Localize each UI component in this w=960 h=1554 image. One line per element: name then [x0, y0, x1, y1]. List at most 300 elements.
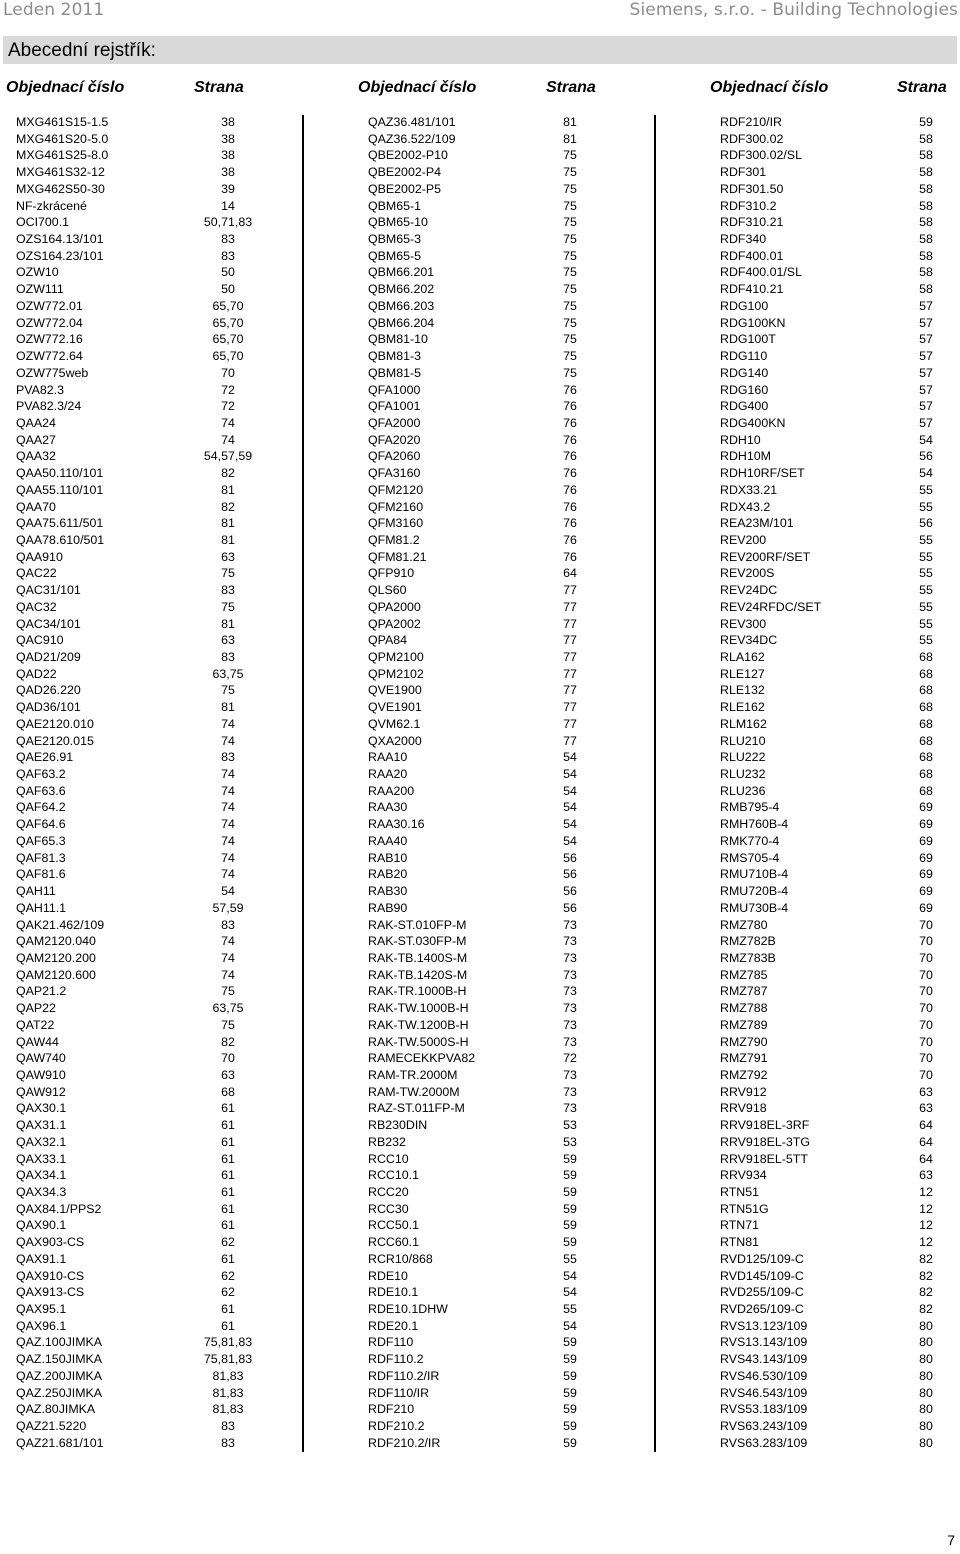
page-reference: 70: [919, 934, 933, 949]
order-number: QAD26.220: [16, 683, 81, 698]
order-number: QAX31.1: [16, 1118, 67, 1133]
page-reference: 75: [221, 984, 235, 999]
index-row: [368, 1184, 652, 1201]
index-row: [368, 1351, 652, 1368]
order-number: NF-zkrácené: [16, 198, 87, 213]
order-number: QAZ21.5220: [16, 1419, 87, 1434]
order-number: RAA10: [368, 750, 408, 765]
page-reference: 82: [919, 1302, 933, 1317]
page-reference: 70: [919, 967, 933, 982]
header-company: Siemens, s.r.o. - Building Technologies: [629, 0, 958, 20]
index-column-2: [368, 114, 652, 1454]
index-row: [368, 231, 652, 248]
index-row: [720, 1385, 956, 1402]
order-number: RMK770-4: [720, 833, 780, 848]
index-row: [16, 1084, 300, 1101]
index-row: [368, 1134, 652, 1151]
page-reference: 77: [563, 733, 577, 748]
page-reference: 55: [563, 1302, 577, 1317]
index-row: [720, 499, 956, 516]
index-row: [368, 515, 652, 532]
page-reference: 74: [221, 733, 235, 748]
index-row: [720, 1134, 956, 1151]
page-reference: 61: [221, 1251, 235, 1266]
order-number: QAA50.110/101: [16, 466, 104, 481]
order-number: MXG461S20-5.0: [16, 131, 109, 146]
order-number: RTN81: [720, 1235, 760, 1250]
page-reference: 73: [563, 1017, 577, 1032]
index-row: [16, 131, 300, 148]
order-number: RDF310.21: [720, 215, 784, 230]
order-number: REV200RF/SET: [720, 549, 811, 564]
page-reference: 57: [919, 365, 933, 380]
page-reference: 38: [221, 115, 235, 129]
order-number: RDF210: [368, 1402, 415, 1417]
page-reference: 81: [221, 616, 235, 631]
index-row: [16, 532, 300, 549]
order-number: QPA84: [368, 633, 408, 648]
order-number: RAK-ST.010FP-M: [368, 917, 467, 932]
page-reference: 57: [919, 315, 933, 330]
index-row: [16, 1385, 300, 1402]
order-number: RTN51G: [720, 1201, 769, 1216]
index-row: [368, 1368, 652, 1385]
order-number: RMB795-4: [720, 800, 780, 815]
page-reference: 58: [919, 248, 933, 263]
index-row: [16, 331, 300, 348]
index-row: [16, 1334, 300, 1351]
order-number: QAX903-CS: [16, 1235, 85, 1250]
order-number: RDH10M: [720, 449, 771, 464]
index-row: [720, 1284, 956, 1301]
order-number: RMZ783B: [720, 950, 776, 965]
index-row: [368, 1084, 652, 1101]
order-number: QAX96.1: [16, 1318, 67, 1333]
index-row: [368, 432, 652, 449]
page-reference: 12: [919, 1185, 933, 1199]
page-reference: 58: [919, 131, 933, 146]
order-number: RDH10: [720, 432, 761, 447]
page-reference: 81: [221, 516, 235, 531]
order-number: RCC10.1: [368, 1168, 419, 1183]
order-number: QXA2000: [368, 733, 422, 748]
order-number: QAW912: [16, 1084, 66, 1099]
index-row: [16, 1100, 300, 1117]
order-number: QFM2160: [368, 499, 424, 514]
section-title: Abecední rejstřík:: [8, 40, 156, 61]
page-reference: 57: [919, 332, 933, 347]
page-reference: 77: [563, 650, 577, 664]
order-number: QVE1901: [368, 700, 422, 715]
page-reference: 83: [221, 248, 235, 263]
index-row: [368, 967, 652, 984]
index-row: [368, 1334, 652, 1351]
index-row: [368, 733, 652, 750]
order-number: QAP21.2: [16, 984, 67, 999]
index-row: [16, 967, 300, 984]
order-number: RDE10.1: [368, 1285, 419, 1300]
index-row: [720, 1151, 956, 1168]
order-number: REV34DC: [720, 633, 778, 648]
order-number: RAK-TW.1200B-H: [368, 1017, 469, 1032]
order-number: PVA82.3/24: [16, 399, 82, 414]
page-reference: 63: [221, 549, 235, 564]
page-reference: 54: [221, 884, 235, 899]
page-reference: 64: [919, 1134, 933, 1149]
page-reference: 59: [563, 1218, 577, 1233]
order-number: QAZ36.481/101: [368, 115, 456, 129]
index-row: [720, 382, 956, 399]
order-number: QPM2100: [368, 650, 424, 664]
order-number: QAA910: [16, 549, 63, 564]
page-reference: 69: [919, 850, 933, 865]
index-row: [16, 1134, 300, 1151]
order-number: QAF64.6: [16, 817, 66, 832]
index-row: [16, 1318, 300, 1335]
page-reference: 63,75: [212, 666, 244, 681]
page-reference: 68: [919, 683, 933, 698]
page-reference: 70: [221, 365, 235, 380]
page-reference: 59: [563, 1235, 577, 1250]
index-row: [16, 181, 300, 198]
page-reference: 12: [919, 1235, 933, 1250]
index-row: [368, 331, 652, 348]
order-number: QAK21.462/109: [16, 917, 105, 932]
index-row: [720, 1084, 956, 1101]
page-reference: 76: [563, 482, 577, 497]
column-header-page: Strana: [897, 79, 947, 96]
order-number: RMZ787: [720, 984, 768, 999]
page-reference: 68: [919, 700, 933, 715]
order-number: QAZ36.522/109: [368, 131, 456, 146]
page-number: 7: [947, 1532, 955, 1548]
index-row: [368, 198, 652, 215]
order-number: RTN51: [720, 1185, 760, 1199]
page-reference: 65,70: [212, 298, 244, 313]
page-reference: 63: [221, 633, 235, 648]
order-number: QAP22: [16, 1001, 56, 1016]
order-number: QAM2120.600: [16, 967, 96, 982]
page-reference: 75: [563, 181, 577, 196]
order-number: RRV918EL-3RF: [720, 1118, 810, 1133]
order-number: RDX33.21: [720, 482, 778, 497]
index-row: [16, 917, 300, 934]
order-number: RDF410.21: [720, 282, 784, 297]
order-number: QAH11: [16, 884, 56, 899]
column-header-page: Strana: [194, 79, 244, 96]
page-reference: 75,81,83: [203, 1335, 253, 1350]
index-row: [16, 733, 300, 750]
order-number: RCC50.1: [368, 1218, 419, 1233]
index-row: [720, 1117, 956, 1134]
index-row: [368, 682, 652, 699]
order-number: REV24RFDC/SET: [720, 599, 822, 614]
index-row: [720, 465, 956, 482]
page-reference: 75: [563, 349, 577, 364]
page-reference: 82: [221, 466, 235, 481]
page-reference: 81: [221, 482, 235, 497]
page-reference: 75: [563, 232, 577, 247]
order-number: RAA20: [368, 767, 408, 782]
index-row: [368, 1034, 652, 1051]
index-row: [368, 415, 652, 432]
page-reference: 77: [563, 716, 577, 731]
order-number: QBM66.201: [368, 265, 435, 280]
order-number: RRV918EL-3TG: [720, 1134, 810, 1149]
index-row: [368, 532, 652, 549]
page-reference: 65,70: [212, 332, 244, 347]
order-number: RAB90: [368, 900, 408, 915]
page-reference: 75: [563, 265, 577, 280]
order-number: QFP910: [368, 566, 415, 581]
order-number: RAK-ST.030FP-M: [368, 934, 467, 949]
order-number: RMZ780: [720, 917, 768, 932]
order-number: RDG100KN: [720, 315, 786, 330]
page-reference: 70: [919, 1067, 933, 1082]
page-reference: 58: [919, 215, 933, 230]
page-reference: 75: [563, 215, 577, 230]
order-number: OZS164.23/101: [16, 248, 104, 263]
index-row: [16, 365, 300, 382]
order-number: RMH760B-4: [720, 817, 789, 832]
order-number: RDF400.01: [720, 248, 784, 263]
index-row: [368, 1100, 652, 1117]
index-row: [16, 499, 300, 516]
page-reference: 68: [919, 750, 933, 765]
page-reference: 61: [221, 1151, 235, 1166]
order-number: QAW44: [16, 1034, 59, 1049]
index-row: [368, 1251, 652, 1268]
index-row: [368, 1017, 652, 1034]
page-reference: 54: [563, 1285, 577, 1300]
page-reference: 82: [919, 1268, 933, 1283]
index-row: [720, 298, 956, 315]
index-row: [720, 415, 956, 432]
page-reference: 69: [919, 817, 933, 832]
order-number: RDF110.2: [368, 1352, 424, 1367]
order-number: QAF81.3: [16, 850, 66, 865]
order-number: QPA2002: [368, 616, 421, 631]
page-reference: 12: [919, 1201, 933, 1216]
index-row: [16, 114, 300, 131]
order-number: QFA2060: [368, 449, 421, 464]
index-row: [368, 365, 652, 382]
index-row: [720, 883, 956, 900]
page-reference: 70: [919, 1001, 933, 1016]
page-reference: 73: [563, 967, 577, 982]
order-number: RRV918: [720, 1101, 767, 1116]
order-number: OZW772.16: [16, 332, 83, 347]
order-number: RLU232: [720, 767, 766, 782]
page-reference: 68: [221, 1084, 235, 1099]
page-reference: 76: [563, 415, 577, 430]
order-number: QAT22: [16, 1017, 55, 1032]
order-number: MXG461S25-8.0: [16, 148, 109, 163]
index-row: [16, 348, 300, 365]
page-reference: 56: [919, 449, 933, 464]
order-number: RDE10: [368, 1268, 408, 1283]
order-number: QAX91.1: [16, 1251, 67, 1266]
page-reference: 75: [563, 148, 577, 163]
order-number: QAX95.1: [16, 1302, 67, 1317]
index-row: [16, 649, 300, 666]
page-reference: 54: [563, 767, 577, 782]
order-number: RAB10: [368, 850, 408, 865]
page-reference: 73: [563, 950, 577, 965]
order-number: RVS13.123/109: [720, 1318, 808, 1333]
index-row: [368, 482, 652, 499]
index-row: [368, 833, 652, 850]
order-number: RDF340: [720, 232, 767, 247]
order-number: QBE2002-P5: [368, 181, 442, 196]
index-row: [16, 415, 300, 432]
index-row: [720, 1234, 956, 1251]
order-number: RAA30.16: [368, 817, 425, 832]
page-reference: 63,75: [212, 1001, 244, 1016]
page-reference: 68: [919, 650, 933, 664]
order-number: RDF210.2/IR: [368, 1435, 441, 1450]
page-reference: 76: [563, 499, 577, 514]
page-reference: 73: [563, 917, 577, 932]
order-number: QPM2102: [368, 666, 424, 681]
page-reference: 74: [221, 817, 235, 832]
order-number: RVS63.243/109: [720, 1419, 808, 1434]
index-row: [720, 131, 956, 148]
index-row: [368, 1418, 652, 1435]
index-row: [16, 599, 300, 616]
page-reference: 59: [563, 1419, 577, 1434]
page-reference: 80: [919, 1368, 933, 1383]
order-number: RDF210.2: [368, 1419, 425, 1434]
order-number: QAF63.6: [16, 783, 66, 798]
index-row: [368, 565, 652, 582]
index-row: [368, 983, 652, 1000]
index-row: [368, 1117, 652, 1134]
order-number: RCC20: [368, 1185, 409, 1199]
index-row: [720, 967, 956, 984]
index-row: [720, 733, 956, 750]
index-row: [16, 749, 300, 766]
page-reference: 76: [563, 382, 577, 397]
index-row: [720, 983, 956, 1000]
order-number: RLU236: [720, 783, 766, 798]
order-number: RAA200: [368, 783, 415, 798]
index-row: [720, 198, 956, 215]
index-row: [368, 1151, 652, 1168]
index-row: [720, 164, 956, 181]
page-reference: 63: [919, 1168, 933, 1183]
page-reference: 55: [919, 499, 933, 514]
section-title-bar: [3, 36, 957, 64]
page-reference: 38: [221, 148, 235, 163]
order-number: RLM162: [720, 716, 767, 731]
page-reference: 59: [563, 1185, 577, 1199]
index-row: [720, 1034, 956, 1051]
page-reference: 81: [563, 115, 577, 129]
page-reference: 76: [563, 549, 577, 564]
order-number: QFA2000: [368, 415, 421, 430]
order-number: QBE2002-P10: [368, 148, 448, 163]
page-reference: 75: [563, 248, 577, 263]
order-number: RLE127: [720, 666, 765, 681]
page-reference: 74: [221, 415, 235, 430]
page-reference: 38: [221, 131, 235, 146]
order-number: RAMECEKKPVA82: [368, 1051, 476, 1066]
index-row: [720, 365, 956, 382]
page-reference: 59: [563, 1201, 577, 1216]
page-reference: 56: [563, 850, 577, 865]
order-number: REV200S: [720, 566, 775, 581]
order-number: RAM-TR.2000M: [368, 1067, 458, 1082]
page-reference: 55: [919, 616, 933, 631]
order-number: RLU210: [720, 733, 766, 748]
index-row: [720, 532, 956, 549]
order-number: RLE132: [720, 683, 765, 698]
order-number: QAX30.1: [16, 1101, 67, 1116]
index-row: [16, 1117, 300, 1134]
index-row: [720, 1435, 956, 1452]
order-number: QAZ.80JIMKA: [16, 1402, 96, 1417]
index-row: [720, 699, 956, 716]
order-number: OZS164.13/101: [16, 232, 104, 247]
order-number: QAA27: [16, 432, 56, 447]
index-row: [720, 1000, 956, 1017]
page-reference: 56: [563, 900, 577, 915]
order-number: RVS53.183/109: [720, 1402, 808, 1417]
index-row: [16, 1050, 300, 1067]
header-date: Leden 2011: [3, 0, 105, 20]
order-number: RVS13.143/109: [720, 1335, 808, 1350]
order-number: QBM81-10: [368, 332, 428, 347]
index-row: [720, 1318, 956, 1335]
index-row: [368, 883, 652, 900]
order-number: RB230DIN: [368, 1118, 428, 1133]
order-number: RDF110/IR: [368, 1385, 430, 1400]
order-number: QAW910: [16, 1067, 66, 1082]
order-number: MXG461S32-12: [16, 165, 105, 180]
order-number: QFA1001: [368, 399, 421, 414]
page-reference: 74: [221, 934, 235, 949]
order-number: QAD22: [16, 666, 57, 681]
page-reference: 74: [221, 950, 235, 965]
order-number: QAX90.1: [16, 1218, 67, 1233]
index-row: [368, 1301, 652, 1318]
index-row: [368, 950, 652, 967]
index-row: [368, 699, 652, 716]
order-number: RAK-TB.1420S-M: [368, 967, 468, 982]
order-number: RAK-TR.1000B-H: [368, 984, 467, 999]
page-reference: 72: [221, 382, 235, 397]
index-row: [16, 632, 300, 649]
index-row: [368, 649, 652, 666]
order-number: RB232: [368, 1134, 406, 1149]
order-number: RDF301.50: [720, 181, 784, 196]
order-number: RDF300.02: [720, 131, 784, 146]
index-row: [368, 933, 652, 950]
index-row: [368, 582, 652, 599]
page-reference: 80: [919, 1402, 933, 1417]
page-reference: 75: [563, 315, 577, 330]
page-reference: 65,70: [212, 315, 244, 330]
order-number: RDF301: [720, 165, 767, 180]
index-row: [368, 1268, 652, 1285]
order-number: QAE2120.015: [16, 733, 94, 748]
page-reference: 74: [221, 850, 235, 865]
index-row: [16, 565, 300, 582]
page-reference: 50: [221, 265, 235, 280]
order-number: QAF65.3: [16, 833, 66, 848]
page-reference: 65,70: [212, 349, 244, 364]
